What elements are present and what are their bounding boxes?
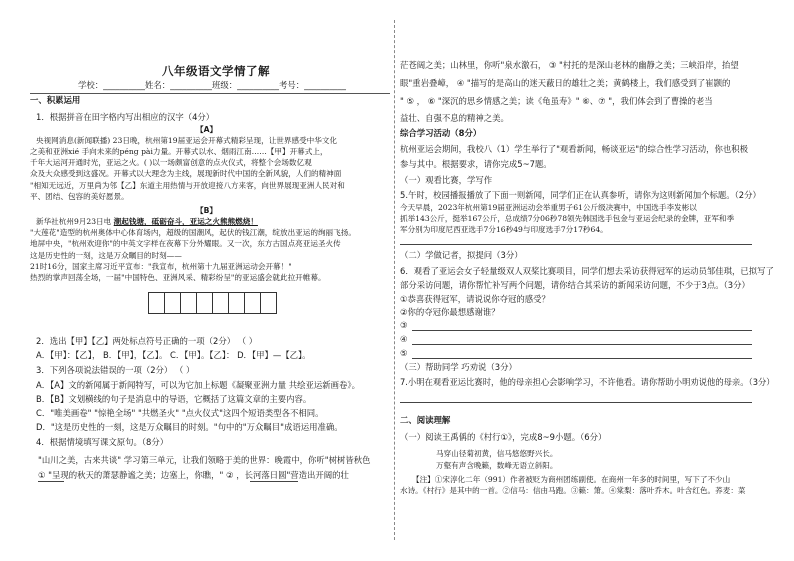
section-1-heading: 一、积累运用 [30,95,81,105]
question-3-option-a[interactable]: A．【A】文的新闻属于新闻特写，可以为它加上标题《凝聚亚洲力量 共绘亚运新画卷》。 [36,380,360,390]
part-b-line-5: 21时16分，国家主席习近平宣布："我宣布，杭州第十九届亚洲运动会开幕！" [30,262,292,271]
q6-item-3: ③ [400,320,408,330]
page-title: 八年级语文学情了解 [162,64,270,78]
grid-cell[interactable] [260,292,277,314]
part-a-line-6: 平、团结、包容的美好愿景。 [30,192,129,201]
q6-item-5: ⑤ [400,348,408,358]
q4-continue-2[interactable]: 眼"重岩叠嶂， ④ "描写的是高山的迷天蔽日的雄壮之美；黄鹤楼上，我们感受到了崔颢的 [400,78,731,88]
question-3-option-c[interactable]: C．"唯美画卷" "惊艳全场" "共燃圣火" "点火仪式"这四个短语类型各不相同。 [36,408,324,418]
activity-intro-2: 参与其中。根据要求，请你完成5~7题。 [400,159,552,169]
q6-item-1: ①恭喜获得冠军，请说说你夺冠的感受？ [400,294,550,304]
q6-answer-line-3[interactable] [412,330,752,331]
left-column [30,0,390,561]
sub-activity-2: （二）学做记者，拟提问（3分） [400,250,523,260]
part-a-line-5: "相知无远近，万里尚为邻【乙】东道主用热情与开放迎接八方来客，向世界展现亚洲人民对和 [30,181,345,190]
pinyin-answer-grid[interactable] [148,292,276,314]
student-info-fields[interactable]: 学校：__________姓名：__________班级：__________考号：__________ [78,80,346,90]
q4-continue-1[interactable]: 茫苍阔之美；山林里，你听"泉水激石， ③ "村托的是深山老林的幽静之美；三峡沿岸，抬望 [400,60,739,70]
part-a-label: 【A】 [196,125,218,134]
activity-intro-1: 杭州亚运会期间，我校八（1）学生举行了"观看新闻，畅谈亚运"的综合性学习活动，你也积极 [400,144,749,154]
poem-line-1: 马穿山径菊初黄，信马悠悠野兴长。 [436,449,558,458]
grid-cell[interactable] [180,292,197,314]
grid-cell[interactable] [212,292,229,314]
part-b-line-1: 新华社杭州9月23日电 潮起钱塘，砥砺奋斗，亚运之火熊熊燃烧！ [36,217,258,226]
question-3-option-d[interactable]: D．"这是历史性的一刻，这是万众瞩目的时刻。"句中的"万众瞩目"成语运用准确。 [36,422,343,432]
comprehensive-activity-heading: 综合学习活动（8分） [400,128,482,138]
grid-cell[interactable] [196,292,213,314]
reading-sub-heading: （一）阅读王禹偁的《村行①》，完成8~9小题。（6分） [400,432,607,442]
question-6-line-2: 部分采访问题，请你帮忙补写两个问题，请你结合其采访的新闻采访问题，不少于3点。（3分） [400,280,750,290]
blank-1 [38,481,64,482]
part-b-line-6: 热烈的掌声回荡全场，一届"中国特色、亚洲风采、精彩纷呈"的亚运盛会就此拉开帷幕。 [30,273,326,282]
grid-cell[interactable] [244,292,261,314]
grid-cell[interactable] [164,292,181,314]
q6-item-2: ②你的夺冠你最想感谢谁？ [400,307,500,317]
q5-news-2: 抓举143公斤，挺举167公斤，总成绩7分06秒78领先韩国选手包金与亚运会纪录的金牌，亚军和季 [400,214,735,223]
question-5: 5.午时，校园播报播放了下面一则新闻，同学们正在认真参听，请你为这则新闻加个标题。（2分） [400,190,761,200]
poem-note-1: 【注】①宋淳化二年（991）作者被贬为商州团练副使。在商州一年多的时间里，写下了不少山 [412,475,731,484]
q6-answer-line-5[interactable] [412,358,752,359]
question-3-option-b[interactable]: B．【B】文划横线的句子是消息中的导语，它概括了这篇文章的主要内容。 [36,394,312,404]
question-7: 7.小明在观看亚运比赛时，他的母亲担心会影响学习，不许他看。请你帮助小明劝说他的母亲。（3分） [400,377,775,387]
grid-cell[interactable] [148,292,165,314]
question-4-text-1: "山川之美，古来共谈" 学习第三单元，让我们领略于美的世界：晚霞中，你听"树树皆秋色 [38,455,371,465]
part-b-underlined-lead: 潮起钱塘，砥砺奋斗，亚运之火熊熊燃烧！ [113,217,258,226]
question-3: 3．下列各项说法错误的一项（2分） （ ） [36,365,195,375]
poem-note-2: 水诗。《村行》是其中的一首。②信马：信由马跑。③籁：箫。④棠梨：落叶乔木。叶含红色。荞麦：菜 [400,486,746,495]
header-rule [30,93,390,94]
grid-cell[interactable] [228,292,245,314]
right-column [400,0,775,561]
part-b-line-3: 地屏中央，"杭州欢迎你"的中英文字样在夜幕下分外耀眼。又一次，东方古国点亮亚运圣火传 [30,239,341,248]
question-4: 4．根据情境填写课文原句。（8分） [36,437,169,447]
question-2-options[interactable]: A．【甲】：【乙】， B．【甲】，【乙】。 C．【甲】。【乙】： D．【甲】—【乙】。 [36,350,311,360]
q6-answer-line-4[interactable] [412,344,752,345]
sub-activity-3: （三）帮助同学 巧劝说（3分） [400,362,517,372]
question-2: 2．选出【甲】【乙】两处标点符号正确的一项（2分） （ ） [36,336,258,346]
part-a-line-3: 千年大运河开通时光，亚运之火。( )以一场颇富创意的点火仪式，将整个会场数亿观 [30,158,312,167]
q4-continue-4: 益壮、自强不息的精神之美。 [400,113,509,123]
section-2-heading: 二、阅读理解 [400,415,451,425]
part-a-line-1: 央视网消息(新闻联播) 23日晚，杭州第19届亚运会开幕式精彩呈现，让世界感受中华文化 [36,136,338,145]
q4-continue-3[interactable]: " ⑤ ， ⑥ "深沉的思乡情感之美；读《龟虽寿》" ⑥、⑦ "，我们体会到了曹操的老当 [400,96,713,106]
q5-news-1: 今天早晨，2023年杭州第19届亚洲运动会举重男子61公斤级决赛中，中国选手李发彬以 [400,203,697,212]
blank-2 [250,481,298,482]
poem-line-2: 万壑有声含晚籁，数峰无语立斜阳。 [436,461,558,470]
part-b-line-2: "大莲花"造型的杭州奥体中心体育场内，超级的国潮风，起伏的钱江潮，绽放出亚运的绚丽飞扬。 [30,228,356,237]
question-1: 1．根据拼音在田字格内写出相应的汉字（4分） [36,112,215,122]
q5-news-3: 军分别为印度尼西亚选手7分16秒49与印度选手7分17秒64。 [400,225,608,234]
q7-answer-line-1[interactable] [400,402,752,403]
part-a-line-2: 之美和亚洲xié 手向未来的péng pài力量。开幕式以水、烟雨江南……【甲】开幕式上， [30,147,328,156]
sub-activity-1: （一）观看比赛，学写作 [400,175,493,185]
q6-item-4: ④ [400,334,408,344]
part-a-line-4: 众及大众感受到这盛况。开幕式以大理念为主线，展现新时代中国的全新风貌，人们的精神面 [30,169,342,178]
question-4-text-2[interactable]: ① "呈现的秋天的萧瑟静谧之美；边塞上，你瞧，" ② ，长河落日圆"营造出开阔的壮 [38,470,349,480]
q5-answer-line[interactable] [400,244,752,245]
column-divider [394,20,395,540]
question-6-line-1: 6．观看了亚运会女子轻量级双人双桨比赛项目，同学们想去采访获得冠军的运动员邹佳琪，已拟写了 [400,266,774,276]
part-b-label: 【B】 [196,206,217,215]
part-b-line-4: 这是历史性的一刻，这是万众瞩目的时刻—— [30,251,182,260]
